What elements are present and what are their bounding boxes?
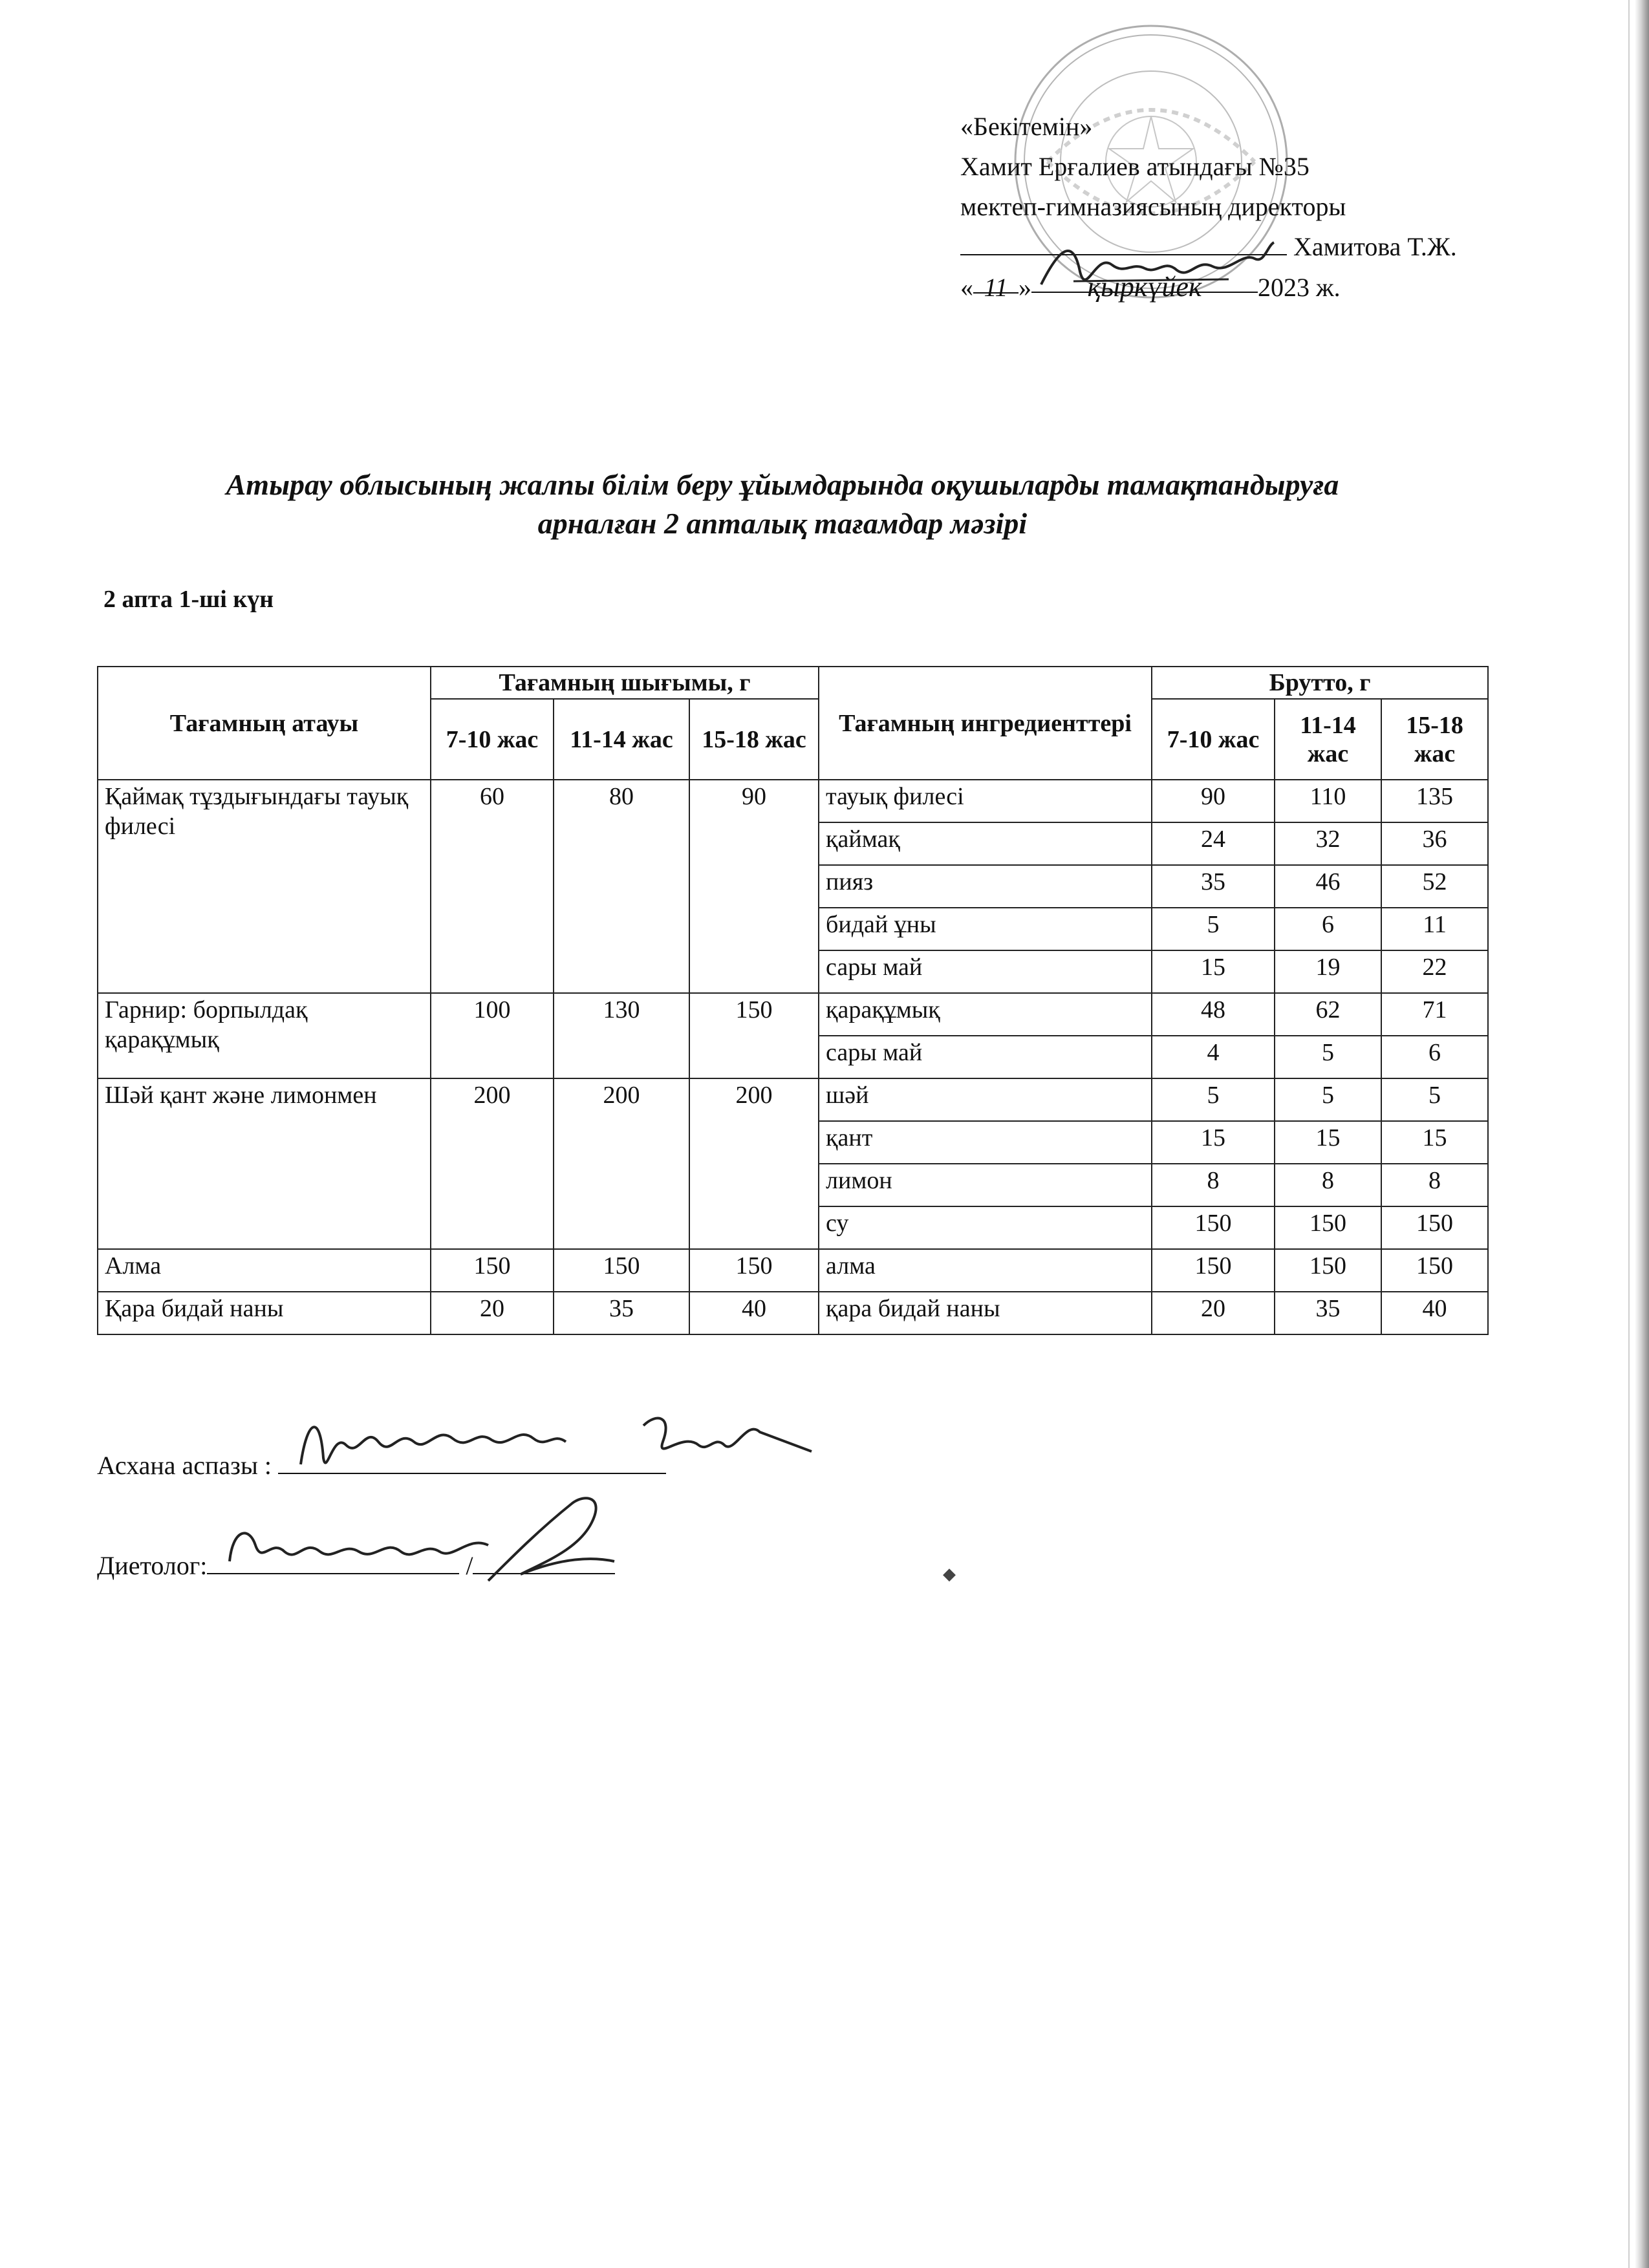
header-dish-name: Тағамның атауы xyxy=(98,667,431,780)
dish-name: Гарнир: борпылдақ қарақұмық xyxy=(98,993,431,1078)
title-line-2: арналған 2 апталық тағамдар мәзірі xyxy=(537,507,1028,540)
ingredient-name: қарақұмық xyxy=(819,993,1152,1036)
document-title xyxy=(91,465,1474,543)
output-7-10: 200 xyxy=(431,1078,554,1249)
output-7-10: 150 xyxy=(431,1249,554,1292)
director-signature-icon xyxy=(1035,233,1280,304)
ingredient-name: су xyxy=(819,1206,1152,1249)
day-label: 2 апта 1-ші күн xyxy=(103,586,274,613)
brutto-15-18: 5 xyxy=(1381,1078,1488,1121)
brutto-15-18: 11 xyxy=(1381,908,1488,950)
brutto-15-18: 15 xyxy=(1381,1121,1488,1164)
brutto-7-10: 5 xyxy=(1152,908,1275,950)
brutto-7-10: 15 xyxy=(1152,950,1275,993)
header-brutto-age-15-18: 15-18 жас xyxy=(1381,699,1488,780)
brutto-15-18: 150 xyxy=(1381,1206,1488,1249)
brutto-7-10: 35 xyxy=(1152,865,1275,908)
approval-line-1: Хамит Ерғалиев атындағы №35 xyxy=(960,152,1310,181)
table-row xyxy=(98,1078,1488,1121)
brutto-15-18: 52 xyxy=(1381,865,1488,908)
output-11-14: 130 xyxy=(554,993,689,1078)
brutto-7-10: 90 xyxy=(1152,780,1275,822)
ingredient-name: тауық филесі xyxy=(819,780,1152,822)
output-15-18: 40 xyxy=(689,1292,819,1334)
table-row xyxy=(98,1249,1488,1292)
dietolog-label: Диетолог: xyxy=(97,1551,208,1580)
output-11-14: 80 xyxy=(554,780,689,993)
header-brutto-group: Брутто, г xyxy=(1152,667,1488,699)
brutto-15-18: 36 xyxy=(1381,822,1488,865)
brutto-7-10: 150 xyxy=(1152,1206,1275,1249)
scan-line xyxy=(1628,0,1630,2268)
brutto-11-14: 19 xyxy=(1275,950,1381,993)
scan-speck-icon: ◆ xyxy=(943,1565,956,1583)
date-day: 11 xyxy=(973,268,1018,294)
header-output-age-11-14: 11-14 жас xyxy=(554,699,689,780)
menu-table xyxy=(97,666,1489,1335)
header-output-age-15-18: 15-18 жас xyxy=(689,699,819,780)
brutto-7-10: 8 xyxy=(1152,1164,1275,1206)
dish-name: Алма xyxy=(98,1249,431,1292)
date-open-quote: « xyxy=(960,273,973,302)
brutto-15-18: 71 xyxy=(1381,993,1488,1036)
ingredient-name: шәй xyxy=(819,1078,1152,1121)
cook-label: Асхана аспазы : xyxy=(97,1451,272,1480)
ingredient-name: қант xyxy=(819,1121,1152,1164)
scan-edge xyxy=(1635,0,1649,2268)
menu-table-body xyxy=(98,780,1488,1334)
date-year: 2023 ж. xyxy=(1258,273,1341,302)
dish-name: Қара бидай наны xyxy=(98,1292,431,1334)
ingredient-name: бидай ұны xyxy=(819,908,1152,950)
table-row xyxy=(98,780,1488,822)
title-line-1: Атырау облысының жалпы білім беру ұйымдарында оқушыларды тамақтандыруға xyxy=(226,468,1339,501)
header-output-age-7-10: 7-10 жас xyxy=(431,699,554,780)
brutto-7-10: 5 xyxy=(1152,1078,1275,1121)
brutto-11-14: 150 xyxy=(1275,1206,1381,1249)
brutto-11-14: 62 xyxy=(1275,993,1381,1036)
output-7-10: 100 xyxy=(431,993,554,1078)
output-15-18: 200 xyxy=(689,1078,819,1249)
output-11-14: 35 xyxy=(554,1292,689,1334)
output-15-18: 90 xyxy=(689,780,819,993)
dish-name: Шәй қант және лимонмен xyxy=(98,1078,431,1249)
brutto-11-14: 6 xyxy=(1275,908,1381,950)
output-15-18: 150 xyxy=(689,993,819,1078)
dietolog-signature-icon xyxy=(223,1516,495,1581)
dietolog-initials-signature-icon xyxy=(475,1490,624,1594)
brutto-15-18: 150 xyxy=(1381,1249,1488,1292)
table-row xyxy=(98,1292,1488,1334)
ingredient-name: лимон xyxy=(819,1164,1152,1206)
brutto-11-14: 5 xyxy=(1275,1036,1381,1078)
brutto-11-14: 46 xyxy=(1275,865,1381,908)
brutto-7-10: 4 xyxy=(1152,1036,1275,1078)
brutto-11-14: 110 xyxy=(1275,780,1381,822)
brutto-15-18: 6 xyxy=(1381,1036,1488,1078)
dietolog-separator: / xyxy=(466,1551,473,1580)
brutto-15-18: 8 xyxy=(1381,1164,1488,1206)
brutto-11-14: 32 xyxy=(1275,822,1381,865)
ingredient-name: қара бидай наны xyxy=(819,1292,1152,1334)
date-close-quote: » xyxy=(1018,273,1031,302)
approval-line-2: мектеп-гимназиясының директоры xyxy=(960,192,1346,221)
brutto-15-18: 135 xyxy=(1381,780,1488,822)
brutto-11-14: 15 xyxy=(1275,1121,1381,1164)
brutto-11-14: 35 xyxy=(1275,1292,1381,1334)
table-row xyxy=(98,993,1488,1036)
brutto-7-10: 48 xyxy=(1152,993,1275,1036)
brutto-11-14: 150 xyxy=(1275,1249,1381,1292)
brutto-15-18: 22 xyxy=(1381,950,1488,993)
director-name: Хамитова Т.Ж. xyxy=(1293,232,1457,261)
brutto-15-18: 40 xyxy=(1381,1292,1488,1334)
ingredient-name: қаймақ xyxy=(819,822,1152,865)
header-ingredients: Тағамның ингредиенттері xyxy=(819,667,1152,780)
cook-signature-icon xyxy=(294,1406,824,1484)
header-brutto-age-11-14: 11-14 жас xyxy=(1275,699,1381,780)
brutto-11-14: 8 xyxy=(1275,1164,1381,1206)
brutto-7-10: 20 xyxy=(1152,1292,1275,1334)
output-7-10: 60 xyxy=(431,780,554,993)
output-7-10: 20 xyxy=(431,1292,554,1334)
ingredient-name: сары май xyxy=(819,950,1152,993)
header-brutto-age-7-10: 7-10 жас xyxy=(1152,699,1275,780)
dish-name: Қаймақ тұздығындағы тауық филесі xyxy=(98,780,431,993)
approval-heading: «Бекітемін» xyxy=(960,112,1093,141)
output-11-14: 150 xyxy=(554,1249,689,1292)
output-15-18: 150 xyxy=(689,1249,819,1292)
output-11-14: 200 xyxy=(554,1078,689,1249)
ingredient-name: алма xyxy=(819,1249,1152,1292)
brutto-7-10: 24 xyxy=(1152,822,1275,865)
ingredient-name: пияз xyxy=(819,865,1152,908)
brutto-11-14: 5 xyxy=(1275,1078,1381,1121)
ingredient-name: сары май xyxy=(819,1036,1152,1078)
header-output-group: Тағамның шығымы, г xyxy=(431,667,819,699)
brutto-7-10: 150 xyxy=(1152,1249,1275,1292)
date-month: қыркүйек xyxy=(1031,267,1258,293)
brutto-7-10: 15 xyxy=(1152,1121,1275,1164)
